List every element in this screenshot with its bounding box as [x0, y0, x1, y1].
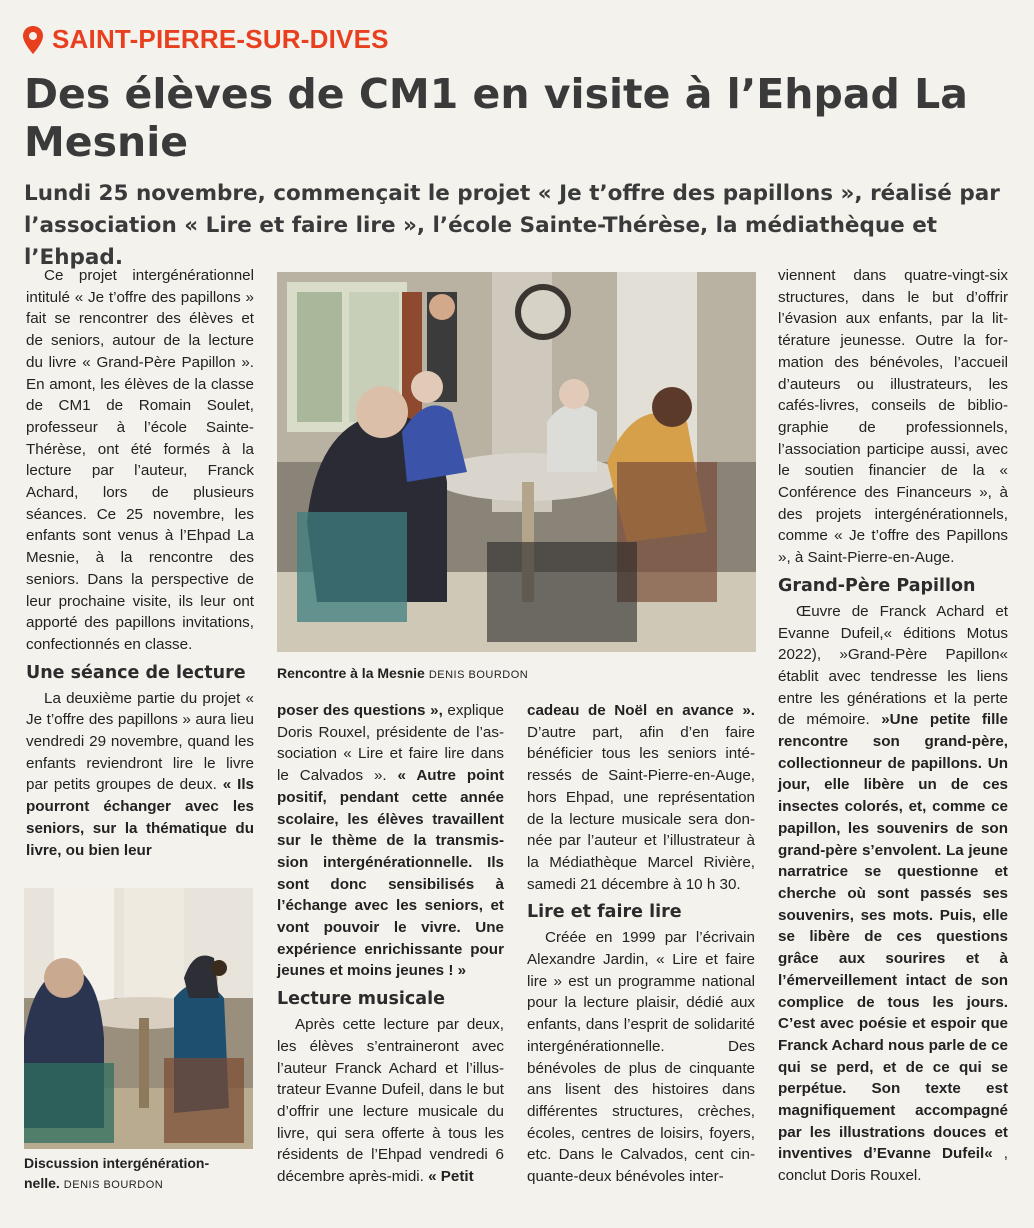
- paragraph: [527, 700, 755, 895]
- subheading: Lecture musicale: [277, 989, 445, 1010]
- photo-credit: DENIS BOURDON: [428, 669, 529, 681]
- quote-run: poser des questions »,: [277, 702, 448, 719]
- headline: Des élèves de CM1 en visite à l’Ehpad La Mesnie: [24, 70, 968, 166]
- paragraph: Créée en 1999 par l’écrivain Alexandre Jardin, « Lire et faire lire » est un programme national pour la lecture plaisir, dédié aux enfants, dans l’esprit de solidarité intergénérationnelle. Des bénévoles de plus de cinquante ans lisent des histoires dans différentes structures, crèches, écoles, centres de loisirs, foyers, etc. Dans le Calvados, cent cinquante-deux bénévoles inter-: [527, 929, 755, 1186]
- subheading: Une séance de lecture: [26, 662, 246, 683]
- column-4: [778, 265, 1008, 1187]
- quote-run: « Ils pourront échanger avec les seniors, sur la thématique du livre, ou bien leur: [26, 776, 254, 859]
- secondary-photo: [24, 888, 253, 1149]
- standfirst: Lundi 25 novembre, commençait le projet « Je t’offre des papillons », réalisé par l’association « Lire et faire lire », l’école Sainte-Thérèse, la médiathèque et l’Ehpad.: [24, 181, 1000, 270]
- text-run: explique Doris Rouxel, présidente de l’association « Lire et faire lire dans le Calvados ».: [277, 702, 504, 785]
- map-pin-icon: [22, 25, 44, 55]
- quote-run: « Petit: [428, 1168, 474, 1186]
- paragraph: [277, 700, 504, 982]
- caption-text: Rencontre à la Mesnie: [277, 665, 425, 681]
- caption-text: Discussion intergénérationnelle.: [24, 1155, 210, 1191]
- text-run: , conclut Doris Rouxel.: [778, 1145, 1008, 1185]
- paragraph: Ce projet intergénérationnel intitulé « Je t’offre des papillons » fait se rencontrer des élèves et de seniors, autour de la lecture du livre « Grand-Père Papillon ». En amont, les élèves de la classe de CM1 de Romain Soulet, professeur à l’école Sainte-Thérèse, ont été formés à la lecture par l’auteur, Franck Achard, lors de plusieurs séances. Ce 25 novembre, les enfants sont venus à l’Ehpad La Mesnie, à la rencontre des seniors. Dans la perspective de leur prochaine visite, ils leur ont apporté des papillons invitations, confectionnés en classe.: [26, 267, 254, 653]
- text-run: Œuvre de Franck Achard et Evanne Dufeil,« éditions Motus 2022), »Grand-Père Papillon« établit avec tendresse les liens entre les générations et la perte de mémoire.: [778, 602, 1008, 729]
- quote-run: cadeau de Noël en avance ».: [527, 702, 755, 719]
- main-photo-caption: [277, 663, 756, 685]
- location-label: SAINT-PIERRE-SUR-DIVES: [52, 24, 389, 54]
- paragraph: [277, 1014, 504, 1188]
- column-2: [277, 700, 504, 1188]
- main-photo: [277, 272, 756, 652]
- subheading: Grand-Père Papillon: [778, 575, 976, 596]
- column-1: [26, 265, 254, 861]
- photo-credit: DENIS BOURDON: [63, 1179, 164, 1191]
- paragraph: viennent dans quatre-vingt-six structures, dans le but d’offrir l’évasion aux enfants, par la littérature jeunesse. Outre la formation des bénévoles, l’accueil d’auteurs ou illustrateurs, les cafés-livres, conseils de bibliographie de professionnels, l’association participe aussi, avec le soutien financier de la « Conférence des Financeurs », à des projets intergénérationnels, comme « Je t’offre des Papillons », à Saint-Pierre-en-Auge.: [778, 267, 1008, 567]
- text-run: D’autre part, afin d’en faire bénéficier tous les seniors intéressés de Saint-Pierre-en-Auge, hors Ehpad, une représentation de la lecture musicale sera donnée par l’auteur et l’illustrateur à la Médiathèque Marcel Rivière, samedi 21 décembre à 10 h 30.: [527, 723, 755, 893]
- text-run: Après cette lecture par deux, les élèves s’entraineront avec l’auteur Franck Achard et l’illustrateur Evanne Dufeil, dans le but d’offrir une lecture musicale du livre, qui sera offerte à tous les résidents de l’Ehpad vendredi 6 décembre après-midi.: [277, 1016, 504, 1186]
- paragraph: [26, 688, 254, 862]
- paragraph: [778, 601, 1008, 1187]
- location-kicker: [22, 24, 389, 55]
- quote-run: »Une petite fille rencontre son grand-père, collectionneur de papillons. Un jour, elle libère un de ces insectes colorés, et, comme ce papillon, les souvenirs de son grand-père s’envolent. La jeune narratrice se questionne et cherche où sont passés ses souvenirs, ses mots. Puis, elle se libère de ces questions grâce aux sourires et à l’émerveillement intact de son complice de tous les jours. C’est avec poésie et espoir que Franck Achard nous parle de ce qui se perd, et de ce qui se perpétue. Son texte est magnifiquement accompagné par les illustrations douces et inventives d’Evanne Dufeil«: [778, 711, 1008, 1163]
- photo-scene-illustration: [24, 888, 253, 1149]
- subheading: Lire et faire lire: [527, 902, 682, 923]
- text-run: La deuxième partie du projet « Je t’offre des papillons » aura lieu vendredi 29 novembre, quand les enfants reviendront lire le livre par petits groupes de deux.: [26, 689, 254, 794]
- column-3: [527, 700, 755, 1188]
- quote-run: « Autre point positif, pendant cette année scolaire, les élèves travaillent sur le thème de la transmission intergénérationnelle. Ils sont donc sensibilisés à l’échange avec les seniors, et vont pouvoir le vivre. Une expérience enrichissante pour jeunes et moins jeunes ! »: [277, 767, 504, 980]
- secondary-photo-caption: [24, 1153, 256, 1195]
- photo-scene-illustration: [277, 272, 756, 652]
